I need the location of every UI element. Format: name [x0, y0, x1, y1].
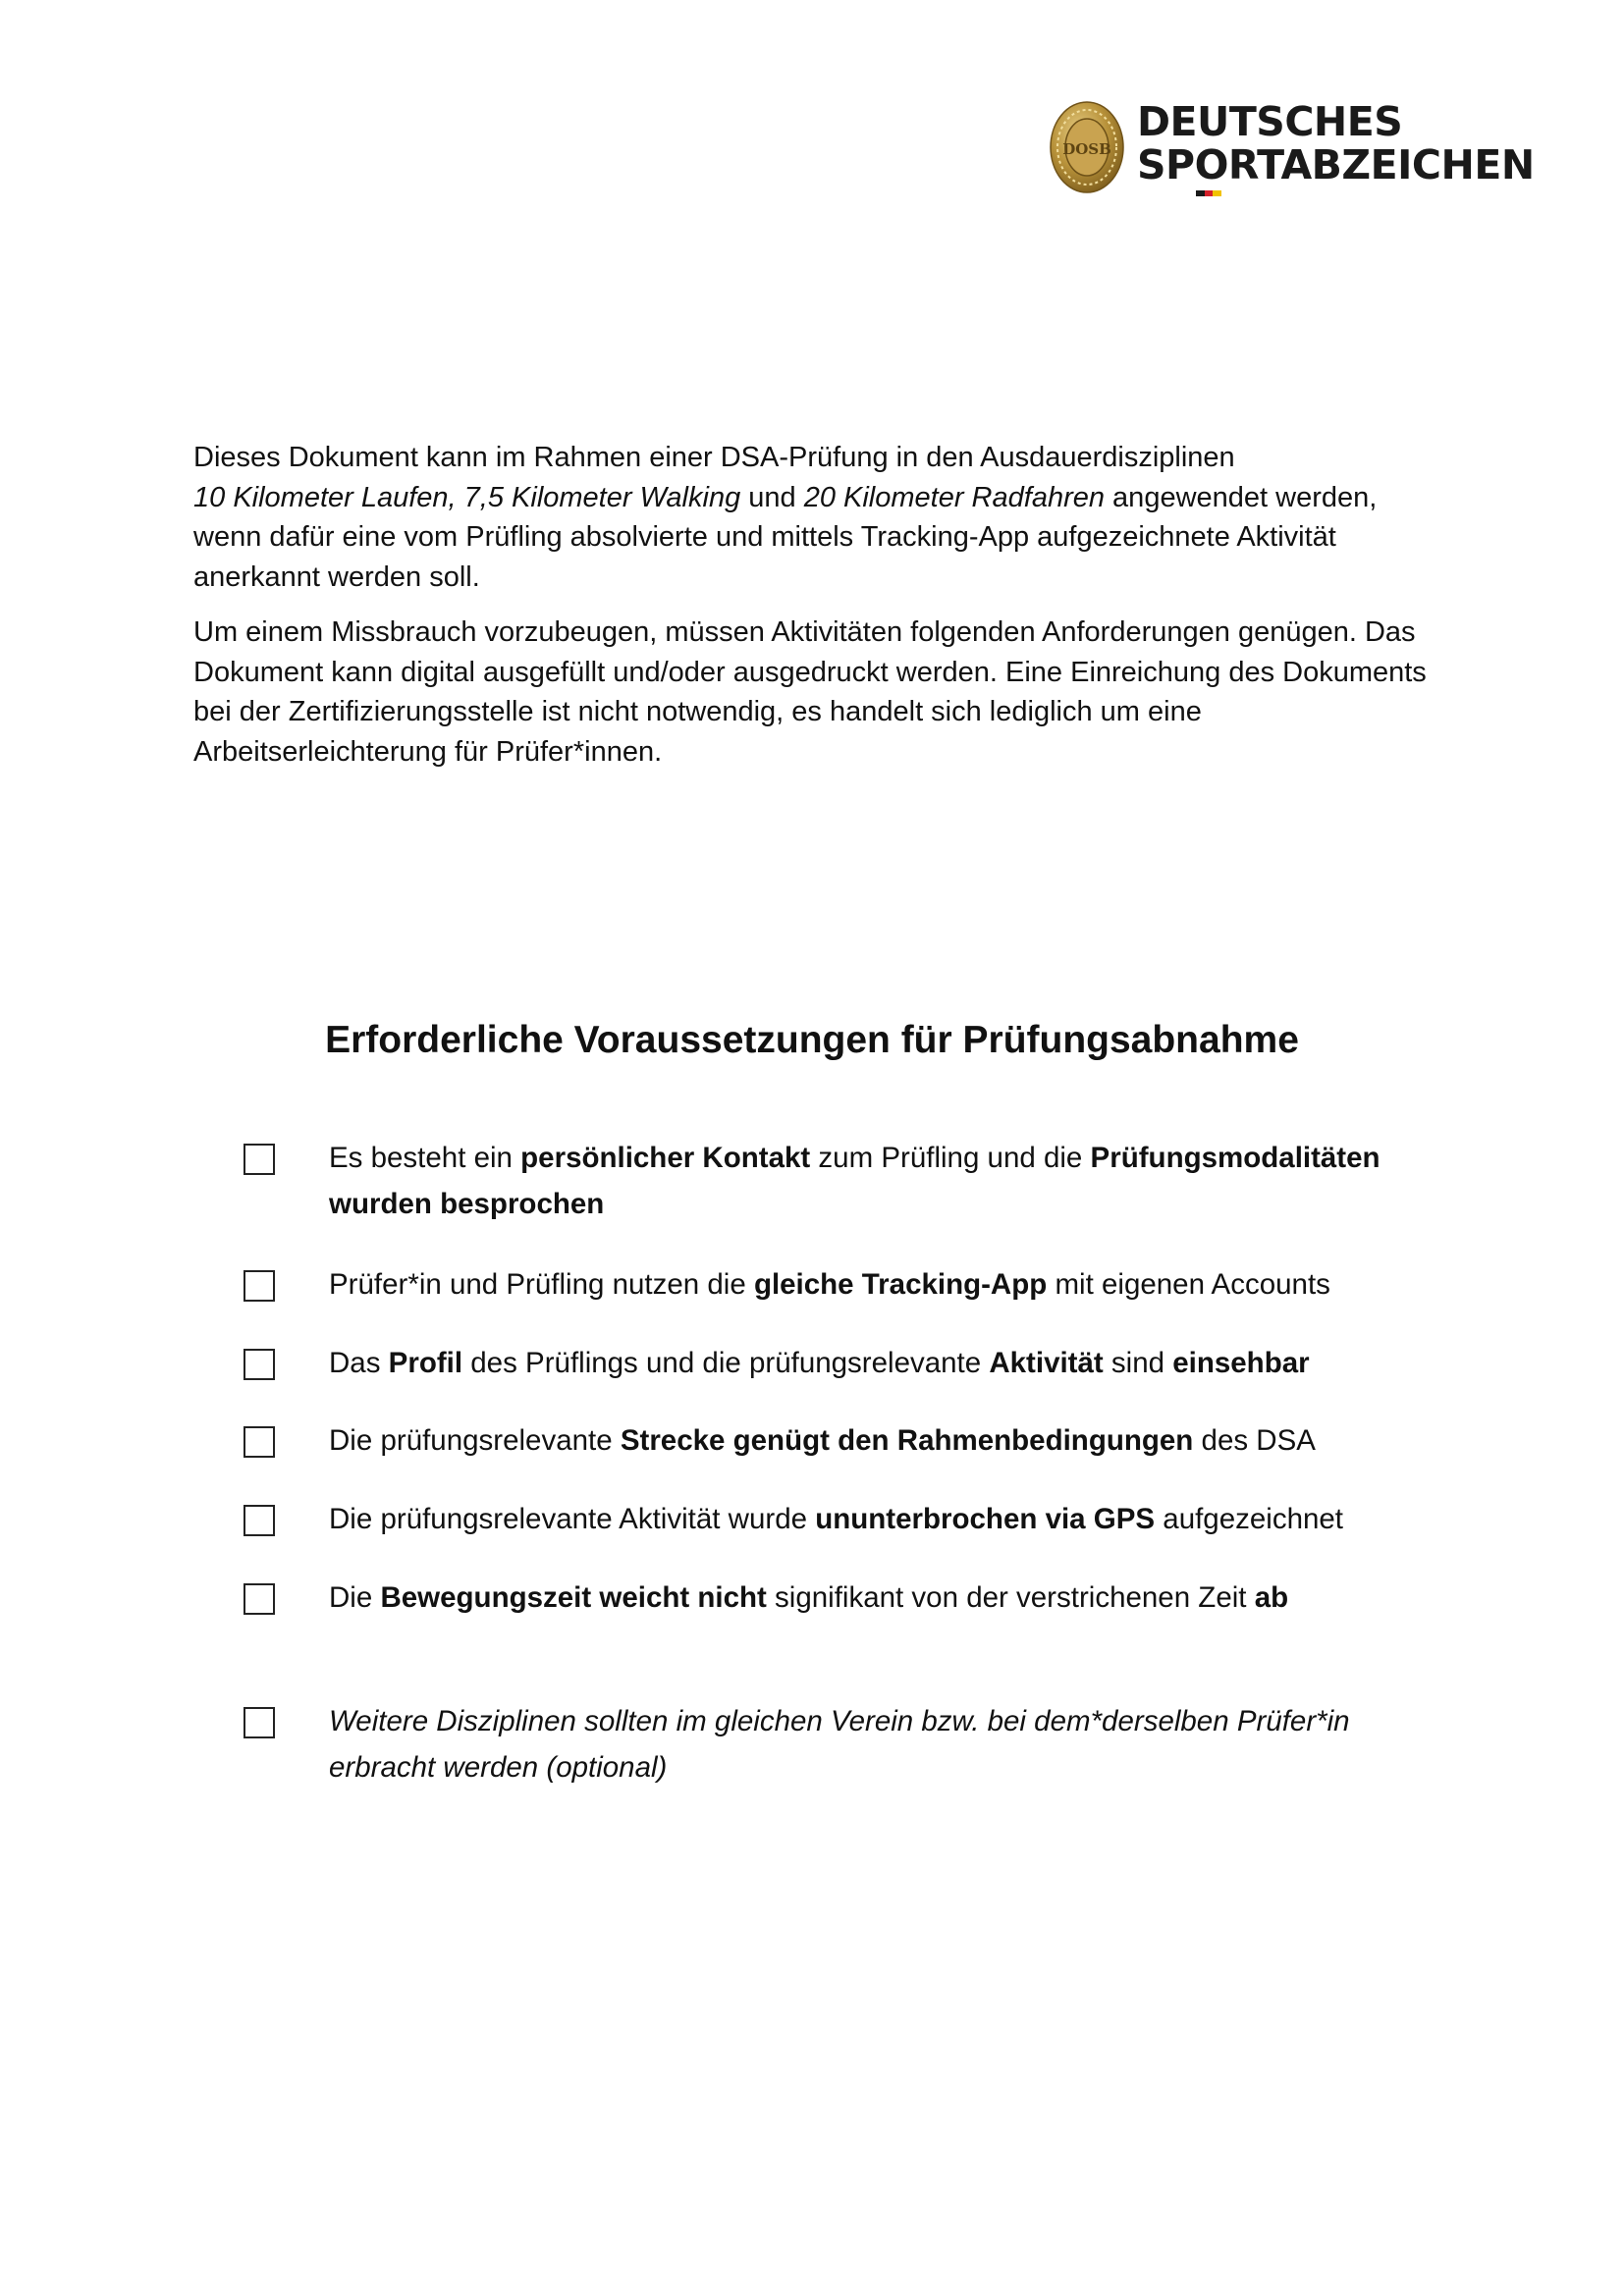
label-segment: sind: [1103, 1347, 1173, 1379]
checkbox[interactable]: [244, 1270, 275, 1302]
intro-p1-connector: und: [740, 481, 804, 513]
intro-text: [193, 438, 1431, 772]
german-flag-accent-icon: [1196, 190, 1221, 196]
intro-p1-italic-cycling: 20 Kilometer Radfahren: [803, 481, 1105, 513]
logo-line-1: DEUTSCHES: [1137, 98, 1403, 145]
label-bold-segment: ab: [1254, 1581, 1289, 1614]
logo-wordmark: [1137, 100, 1535, 187]
label-bold-segment: gleiche Tracking-App: [753, 1268, 1048, 1301]
checkbox[interactable]: [244, 1583, 275, 1615]
label-bold-segment: Profil: [388, 1347, 463, 1379]
label-bold-segment: Strecke genügt den Rahmenbedingungen: [620, 1424, 1194, 1457]
checklist-item-label: [329, 1135, 1458, 1227]
checkbox[interactable]: [244, 1349, 275, 1380]
dsa-logo: [1049, 98, 1540, 196]
label-segment: des Prüflings und die prüfungsrelevante: [462, 1347, 990, 1379]
checklist-item-label: [329, 1575, 1458, 1621]
intro-p1-text: Dieses Dokument kann im Rahmen einer DSA-Prüfung in den Ausdauerdisziplinen: [193, 442, 1235, 473]
label-bold-segment: persönlicher Kontakt: [520, 1142, 811, 1174]
checkbox[interactable]: [244, 1707, 275, 1738]
dosb-medal-icon: [1049, 100, 1125, 194]
label-segment: Die: [329, 1581, 381, 1614]
label-segment: Das: [329, 1347, 389, 1379]
label-segment: Prüfer*in und Prüfling nutzen die: [329, 1268, 754, 1301]
intro-paragraph-2: Um einem Missbrauch vorzubeugen, müssen Aktivitäten folgenden Anforderungen genügen. Das Dokument kann digital ausgefüllt und/oder ausgedruckt werden. Eine Einreichung des Dokuments bei der Zertifizierungsstelle ist nicht notwendig, es handelt sich lediglich um eine Arbeitserleichterung für Prüfer*innen.: [193, 616, 1427, 768]
checklist-item-label: [329, 1261, 1458, 1308]
intro-p1-tail: angewendet werden, wenn dafür eine vom Prüfling absolvierte und mittels Tracking-App aufgezeichnete Aktivität anerkannt werden soll.: [193, 481, 1378, 593]
checklist-item-label: [329, 1340, 1458, 1386]
label-segment: zum Prüfling und die: [810, 1142, 1091, 1174]
label-bold-segment: einsehbar: [1172, 1347, 1310, 1379]
label-bold-segment: Prüfungsmodalitäten wurden besprochen: [329, 1142, 1380, 1220]
label-bold-segment: Bewegungszeit weicht nicht: [380, 1581, 767, 1614]
checkbox[interactable]: [244, 1144, 275, 1175]
label-segment: mit eigenen Accounts: [1047, 1268, 1330, 1301]
checkbox[interactable]: [244, 1426, 275, 1458]
label-segment: Die prüfungsrelevante: [329, 1424, 621, 1457]
intro-paragraph-1: [193, 438, 1431, 597]
checkbox[interactable]: [244, 1505, 275, 1536]
label-segment: des DSA: [1193, 1424, 1316, 1457]
label-segment: aufgezeichnet: [1155, 1503, 1343, 1535]
section-heading: Erforderliche Voraussetzungen für Prüfungsabnahme: [325, 1019, 1299, 1061]
label-segment: Weitere Disziplinen sollten im gleichen Verein bzw. bei dem*derselben Prüfer*in erbracht werden (optional): [329, 1705, 1350, 1784]
checklist-item-label: [329, 1496, 1458, 1542]
checklist-item-label: [329, 1698, 1458, 1790]
logo-line-2: SPORTABZEICHEN: [1137, 141, 1535, 188]
label-segment: Es besteht ein: [329, 1142, 521, 1174]
label-bold-segment: ununterbrochen via GPS: [815, 1503, 1156, 1535]
intro-p1-italic-disciplines: 10 Kilometer Laufen, 7,5 Kilometer Walking: [193, 481, 741, 513]
label-segment: signifikant von der verstrichenen Zeit: [766, 1581, 1255, 1614]
checklist-item-label: [329, 1417, 1458, 1464]
label-bold-segment: Aktivität: [989, 1347, 1104, 1379]
label-segment: Die prüfungsrelevante Aktivität wurde: [329, 1503, 816, 1535]
medal-text: DOSB: [1062, 140, 1111, 158]
